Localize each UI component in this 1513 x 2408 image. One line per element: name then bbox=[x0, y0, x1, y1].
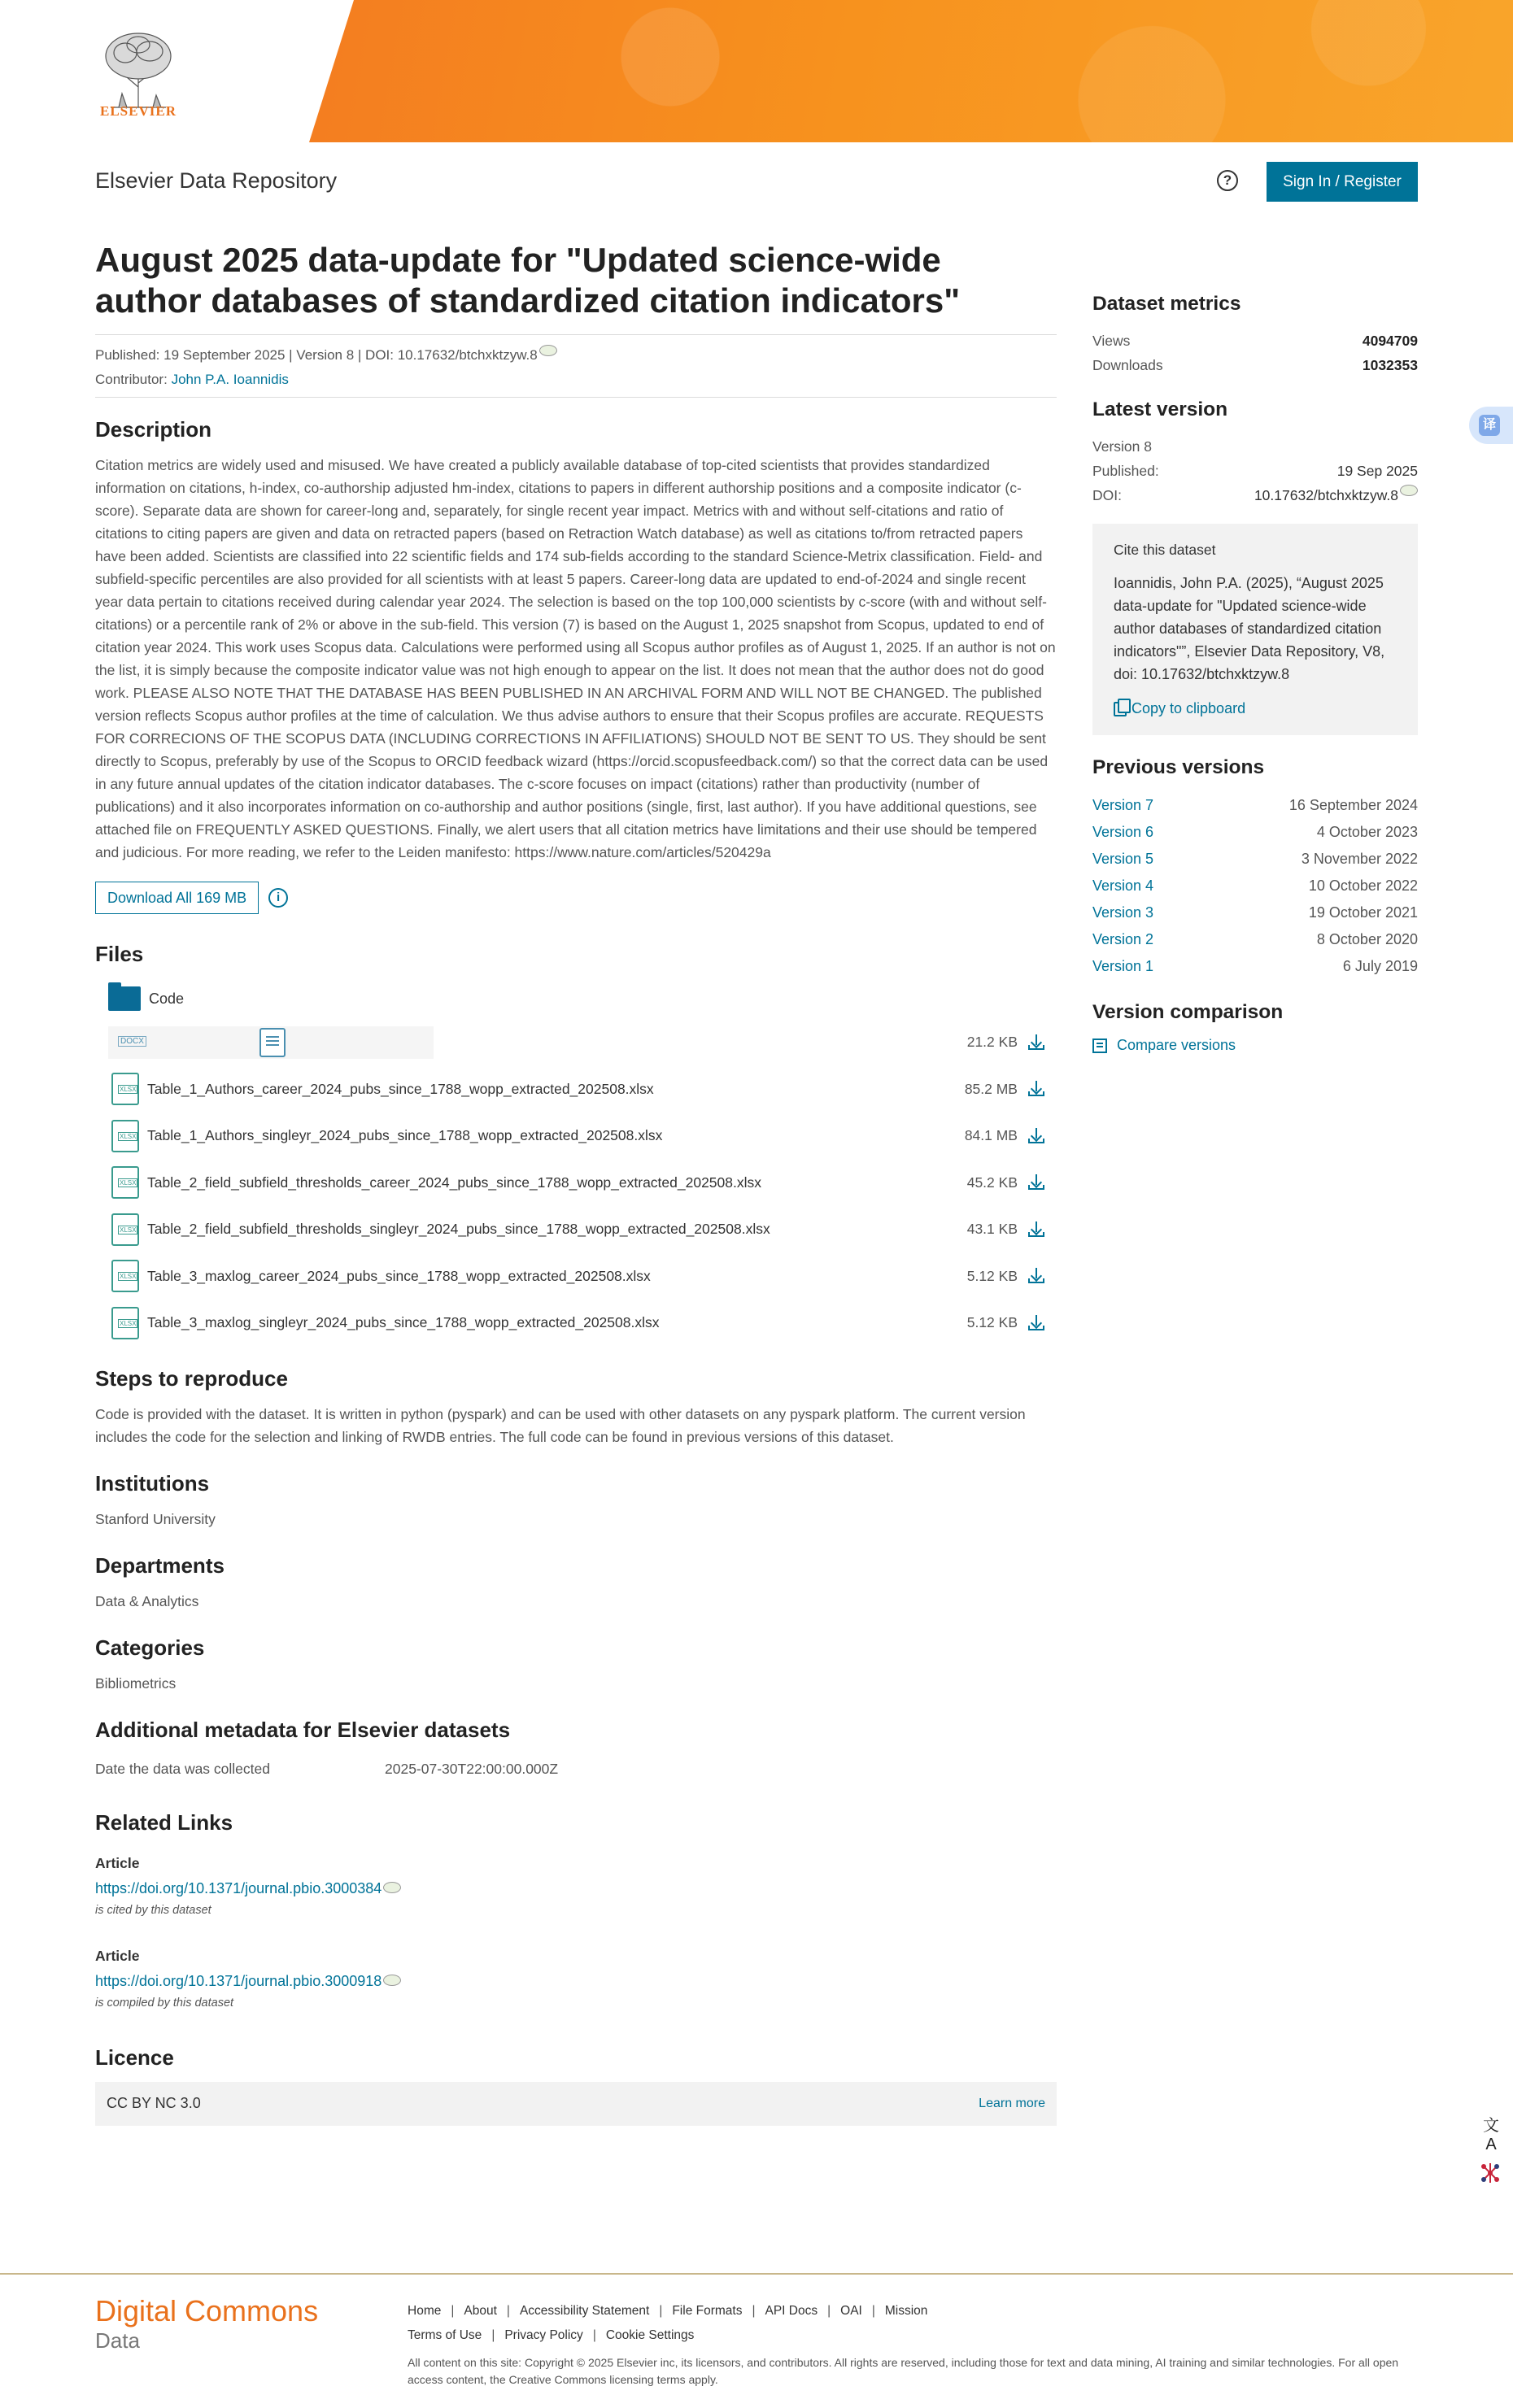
latest-version-label: Version 8 bbox=[1092, 438, 1152, 455]
version-row bbox=[1092, 792, 1418, 819]
copy-to-clipboard-button[interactable] bbox=[1114, 700, 1397, 717]
footer-link[interactable]: OAI bbox=[840, 2304, 862, 2318]
doi-value: 10.17632/btchxktzyw.8 bbox=[1254, 487, 1398, 503]
version-date: 16 September 2024 bbox=[1288, 797, 1418, 813]
xlsx-tag: XLSX bbox=[120, 1319, 137, 1327]
version-date: 8 October 2020 bbox=[1316, 931, 1418, 947]
version-link[interactable]: Version 5 bbox=[1092, 851, 1154, 867]
doi-row bbox=[1092, 483, 1418, 507]
download-icon[interactable] bbox=[1027, 1127, 1045, 1145]
categories-value: Bibliometrics bbox=[95, 1674, 177, 1692]
related-link-2 bbox=[95, 1948, 1057, 2010]
footer-link[interactable]: File Formats bbox=[672, 2304, 743, 2318]
xlsx-tag: XLSX bbox=[120, 1226, 137, 1234]
doi-badge-icon[interactable] bbox=[539, 345, 557, 356]
footer-separator: | bbox=[752, 2304, 756, 2318]
version-row bbox=[1092, 873, 1418, 899]
version-row bbox=[1092, 819, 1418, 846]
compare-icon bbox=[1092, 1039, 1107, 1053]
translate-icon: 译 bbox=[1479, 415, 1500, 436]
xlsx-file-icon bbox=[111, 1166, 139, 1199]
digital-commons-logo[interactable]: Digital Commons bbox=[95, 2294, 319, 2327]
footer-link[interactable]: Mission bbox=[884, 2304, 928, 2318]
footer-separator: | bbox=[659, 2304, 663, 2318]
file-size: 45.2 KB bbox=[966, 1174, 1018, 1191]
related-link-1 bbox=[95, 1855, 1057, 1917]
views-value: 4094709 bbox=[1362, 333, 1418, 349]
version-date: 6 July 2019 bbox=[1342, 958, 1418, 974]
description-heading: Description bbox=[95, 417, 212, 442]
institutions-value: Stanford University bbox=[95, 1510, 216, 1527]
footer-link[interactable]: Accessibility Statement bbox=[519, 2304, 650, 2318]
files-heading: Files bbox=[95, 942, 144, 966]
related-links-heading: Related Links bbox=[95, 1809, 233, 1835]
version-link[interactable]: Version 6 bbox=[1092, 824, 1154, 840]
related-url[interactable]: https://doi.org/10.1371/journal.pbio.3000384 bbox=[95, 1879, 382, 1896]
institutions-heading: Institutions bbox=[95, 1470, 210, 1496]
related-note: is compiled by this dataset bbox=[95, 1996, 234, 2010]
dataset-title: August 2025 data-update for "Updated science-wide author databases of standardized citation indicators" bbox=[95, 241, 961, 320]
doi-badge-icon[interactable] bbox=[383, 1882, 401, 1893]
metadata-value: 2025-07-30T22:00:00.000Z bbox=[385, 1760, 559, 1777]
version-link[interactable]: Version 4 bbox=[1092, 877, 1154, 894]
file-name[interactable]: Table_2_field_subfield_thresholds_career_2024_pubs_since_1788_wopp_extracted_202508.xlsx bbox=[147, 1174, 762, 1191]
download-all-row bbox=[95, 882, 1057, 914]
document-icon bbox=[259, 1028, 286, 1057]
file-name[interactable]: Table_1_Authors_career_2024_pubs_since_1788_wopp_extracted_202508.xlsx bbox=[147, 1080, 654, 1097]
dataset-meta bbox=[95, 335, 1057, 397]
footer-separator: | bbox=[827, 2304, 831, 2318]
licence-name: CC BY NC 3.0 bbox=[107, 2095, 201, 2111]
footer-link[interactable]: Terms of Use bbox=[408, 2328, 482, 2342]
divider bbox=[95, 397, 1057, 398]
file-name[interactable]: Table_1_Authors_singleyr_2024_pubs_since_1788_wopp_extracted_202508.xlsx bbox=[147, 1127, 663, 1144]
xlsx-file-icon bbox=[111, 1120, 139, 1152]
download-icon[interactable] bbox=[1027, 1080, 1045, 1098]
file-row[interactable] bbox=[95, 1300, 1057, 1347]
version-date: 10 October 2022 bbox=[1308, 877, 1418, 894]
compare-label: Compare versions bbox=[1117, 1037, 1236, 1053]
xlsx-tag: XLSX bbox=[120, 1179, 137, 1187]
related-url[interactable]: https://doi.org/10.1371/journal.pbio.3000918 bbox=[95, 1972, 382, 1989]
footer-separator: | bbox=[451, 2304, 455, 2318]
published-line: Published: 19 September 2025 | Version 8 | DOI: 10.17632/btchxktzyw.8 bbox=[95, 347, 538, 363]
latest-version-heading: Latest version bbox=[1092, 398, 1228, 420]
footer-link[interactable]: About bbox=[464, 2304, 497, 2318]
views-row bbox=[1092, 329, 1418, 353]
xlsx-file-icon bbox=[111, 1213, 139, 1246]
docx-file-preview[interactable] bbox=[108, 1026, 434, 1059]
compare-versions-link[interactable] bbox=[1092, 1037, 1418, 1054]
version-list bbox=[1092, 792, 1418, 980]
folder-icon bbox=[108, 986, 141, 1011]
elsevier-wordmark: ELSEVIER bbox=[100, 103, 177, 119]
help-icon[interactable]: ? bbox=[1217, 170, 1238, 191]
version-row bbox=[1092, 899, 1418, 926]
footer-links-secondary bbox=[408, 2328, 694, 2343]
download-icon[interactable] bbox=[1027, 1174, 1045, 1191]
version-link[interactable]: Version 1 bbox=[1092, 958, 1154, 974]
cite-heading: Cite this dataset bbox=[1114, 542, 1216, 558]
metrics-heading: Dataset metrics bbox=[1092, 293, 1241, 315]
related-type: Article bbox=[95, 1854, 140, 1871]
file-list bbox=[95, 978, 1057, 1347]
xlsx-file-icon bbox=[111, 1260, 139, 1292]
file-row[interactable] bbox=[95, 1206, 1057, 1253]
footer-copyright: All content on this site: Copyright © 2025 Elsevier inc, its licensors, and contributors. All rights are reserved, including those for text and data mining, AI training and similar technologies. For all open access content, the Creative Commons licensing terms apply. bbox=[408, 2356, 1399, 2386]
footer-link[interactable]: Privacy Policy bbox=[504, 2328, 583, 2342]
related-note: is cited by this dataset bbox=[95, 1903, 211, 1917]
file-size: 5.12 KB bbox=[966, 1314, 1018, 1331]
footer-separator: | bbox=[491, 2328, 495, 2342]
version-date: 4 October 2023 bbox=[1316, 824, 1418, 840]
version-link[interactable]: Version 7 bbox=[1092, 797, 1154, 813]
downloads-label: Downloads bbox=[1092, 357, 1163, 373]
translate-widget[interactable] bbox=[1469, 407, 1513, 444]
doi-badge-icon[interactable] bbox=[383, 1975, 401, 1986]
version-date: 19 October 2021 bbox=[1308, 904, 1418, 921]
xlsx-file-icon bbox=[111, 1073, 139, 1105]
metadata-key: Date the data was collected bbox=[95, 1760, 270, 1777]
doi-badge-icon[interactable] bbox=[1400, 485, 1418, 496]
top-banner bbox=[0, 0, 1513, 142]
file-size: 85.2 MB bbox=[964, 1080, 1018, 1097]
footer bbox=[0, 2273, 1513, 2408]
download-all-button[interactable]: Download All 169 MB bbox=[95, 882, 259, 914]
previous-versions-heading: Previous versions bbox=[1092, 756, 1265, 778]
main-content bbox=[95, 240, 1057, 2126]
sidebar bbox=[1092, 293, 1418, 1054]
version-link[interactable]: Version 2 bbox=[1092, 931, 1154, 947]
version-comparison-heading: Version comparison bbox=[1092, 1001, 1284, 1023]
download-icon[interactable] bbox=[1027, 1221, 1045, 1239]
version-link[interactable]: Version 3 bbox=[1092, 904, 1154, 921]
steps-heading: Steps to reproduce bbox=[95, 1365, 288, 1391]
cite-box bbox=[1092, 524, 1418, 735]
downloads-row bbox=[1092, 353, 1418, 377]
accessibility-translate-icon[interactable]: 文A bbox=[1483, 2117, 1499, 2153]
learn-more-link[interactable]: Learn more bbox=[979, 2096, 1045, 2110]
xlsx-tag: XLSX bbox=[120, 1273, 137, 1281]
xlsx-tag: XLSX bbox=[120, 1086, 137, 1094]
citation-text: Ioannidis, John P.A. (2025), “August 2025 data-update for "Updated science-wide author databases of standardized citation indicators"”, Elsevier Data Repository, V8, doi: 10.17632/btchxktzyw.8 bbox=[1114, 575, 1385, 682]
file-row[interactable] bbox=[95, 1066, 1057, 1113]
file-size: 5.12 KB bbox=[966, 1267, 1018, 1284]
docx-tag: DOCX bbox=[118, 1036, 146, 1047]
metadata-row bbox=[95, 1754, 1057, 1778]
footer-separator: | bbox=[871, 2304, 875, 2318]
additional-metadata-heading: Additional metadata for Elsevier datasets bbox=[95, 1717, 511, 1742]
file-name[interactable]: Table_2_field_subfield_thresholds_singleyr_2024_pubs_since_1788_wopp_extracted_202508.xlsx bbox=[147, 1221, 770, 1238]
steps-text: Code is provided with the dataset. It is written in python (pyspark) and can be used with other datasets on any pyspark platform. The current version includes the code for the selection and linking of RWDB entries. The full code can be found in previous versions of this dataset. bbox=[95, 1405, 1026, 1445]
download-icon[interactable] bbox=[1027, 1267, 1045, 1285]
xlsx-file-icon bbox=[111, 1307, 139, 1339]
licence-heading: Licence bbox=[95, 2044, 174, 2070]
file-name[interactable]: Table_3_maxlog_singleyr_2024_pubs_since_1788_wopp_extracted_202508.xlsx bbox=[147, 1314, 660, 1331]
file-row-docx[interactable] bbox=[95, 1019, 1057, 1066]
digital-commons-sub: Data bbox=[95, 2328, 140, 2353]
file-size: 43.1 KB bbox=[966, 1221, 1018, 1238]
folder-row-code[interactable] bbox=[95, 978, 1057, 1019]
footer-separator: | bbox=[592, 2328, 596, 2342]
version-row bbox=[1092, 846, 1418, 873]
copy-icon bbox=[1114, 702, 1127, 716]
departments-heading: Departments bbox=[95, 1552, 225, 1578]
doi-label: DOI: bbox=[1092, 487, 1122, 503]
download-icon[interactable] bbox=[1027, 1034, 1045, 1052]
version-row bbox=[1092, 953, 1418, 980]
version-row bbox=[1092, 926, 1418, 953]
published-label: Published: bbox=[1092, 463, 1159, 479]
banner-orange-artwork bbox=[309, 0, 1513, 142]
folder-label: Code bbox=[149, 990, 185, 1007]
footer-link[interactable]: API Docs bbox=[765, 2304, 818, 2318]
sign-in-register-button[interactable]: Sign In / Register bbox=[1267, 162, 1418, 202]
contributor-link[interactable]: John P.A. Ioannidis bbox=[171, 372, 289, 387]
info-icon[interactable]: i bbox=[268, 888, 288, 908]
licence-bar bbox=[95, 2082, 1057, 2126]
latest-version-row bbox=[1092, 434, 1418, 459]
footer-links bbox=[408, 2304, 927, 2319]
network-icon[interactable] bbox=[1477, 2160, 1503, 2186]
description-text: Citation metrics are widely used and misused. We have created a publicly available database of top-cited scientists that provides standardized information on citations, h-index, co-authorship adjusted hm-index, citations to papers in different authorship positions and a composite indicator (c-score). Separate data are shown for career-long and, separately, for single recent year impact. Metrics with and without self-citations and ratio of citations to citing papers are given and data on retracted papers (based on Retraction Watch database) as well as citations to/from retracted papers have been added. Scientists are classified into 22 scientific fields and 174 sub-fields according to the standard Science-Metrix classification. Field- and subfield-specific percentiles are also provided for all scientists with at least 5 papers. Career-long data are updated to end-of-2024 and single recent year data pertain to citations received during calendar year 2024. The selection is based on the top 100,000 scientists by c-score (with and without self-citations) or a percentile rank of 2% or above in the sub-field. This version (7) is based on the August 1, 2025 snapshot from Scopus, updated to end of citation year 2024. This work uses Scopus data. Calculations were performed using all Scopus author profiles as of August 1, 2025. If an author is not on the list, it is simply because the composite indicator value was not high enough to appear on the list. It does not mean that the author does not do good work. PLEASE ALSO NOTE THAT THE DATABASE HAS BEEN PUBLISHED IN AN ARCHIVAL FORM AND WILL NOT BE CHANGED. The published version reflects Scopus author profiles at the time of calculation. We thus advise authors to ensure that their Scopus profiles are accurate. REQUESTS FOR CORRECIONS OF THE SCOPUS DATA (INCLUDING CORRECTIONS IN AFFILIATIONS) SHOULD NOT BE SENT TO US. They should be sent directly to Scopus, preferably by use of the Scopus to ORCID feedback wizard (https://orcid.scopusfeedback.com/) so that the correct data can be used in any future annual updates of the citation indicator databases. The c-score focuses on impact (citations) rather than productivity (number of publications) and it also incorporates information on co-authorship and author positions (single, first, last author). If you have additional questions, see attached file on FREQUENTLY ASKED QUESTIONS. Finally, we alert users that all citation metrics have limitations and their use should be tempered and judicious. For more reading, we refer to the Leiden manifesto: https://www.nature.com/articles/520429a bbox=[95, 457, 1056, 860]
download-icon[interactable] bbox=[1027, 1314, 1045, 1332]
file-row[interactable] bbox=[95, 1160, 1057, 1207]
published-value: 19 Sep 2025 bbox=[1336, 463, 1418, 479]
file-size: 21.2 KB bbox=[966, 1034, 1018, 1051]
xlsx-tag: XLSX bbox=[120, 1132, 137, 1140]
footer-separator: | bbox=[506, 2304, 510, 2318]
file-name[interactable]: Table_3_maxlog_career_2024_pubs_since_1788_wopp_extracted_202508.xlsx bbox=[147, 1267, 651, 1284]
contributor-label: Contributor: bbox=[95, 372, 168, 387]
related-type: Article bbox=[95, 1947, 140, 1964]
downloads-value: 1032353 bbox=[1362, 357, 1418, 373]
departments-value: Data & Analytics bbox=[95, 1592, 199, 1609]
version-date: 3 November 2022 bbox=[1301, 851, 1418, 867]
file-size: 84.1 MB bbox=[964, 1127, 1018, 1144]
footer-link[interactable]: Home bbox=[408, 2304, 442, 2318]
footer-link[interactable]: Cookie Settings bbox=[605, 2328, 695, 2342]
file-row[interactable] bbox=[95, 1253, 1057, 1300]
copy-label: Copy to clipboard bbox=[1131, 700, 1246, 716]
views-label: Views bbox=[1092, 333, 1131, 349]
published-row bbox=[1092, 459, 1418, 483]
site-title[interactable]: Elsevier Data Repository bbox=[95, 168, 338, 193]
file-row[interactable] bbox=[95, 1113, 1057, 1160]
categories-heading: Categories bbox=[95, 1635, 205, 1660]
